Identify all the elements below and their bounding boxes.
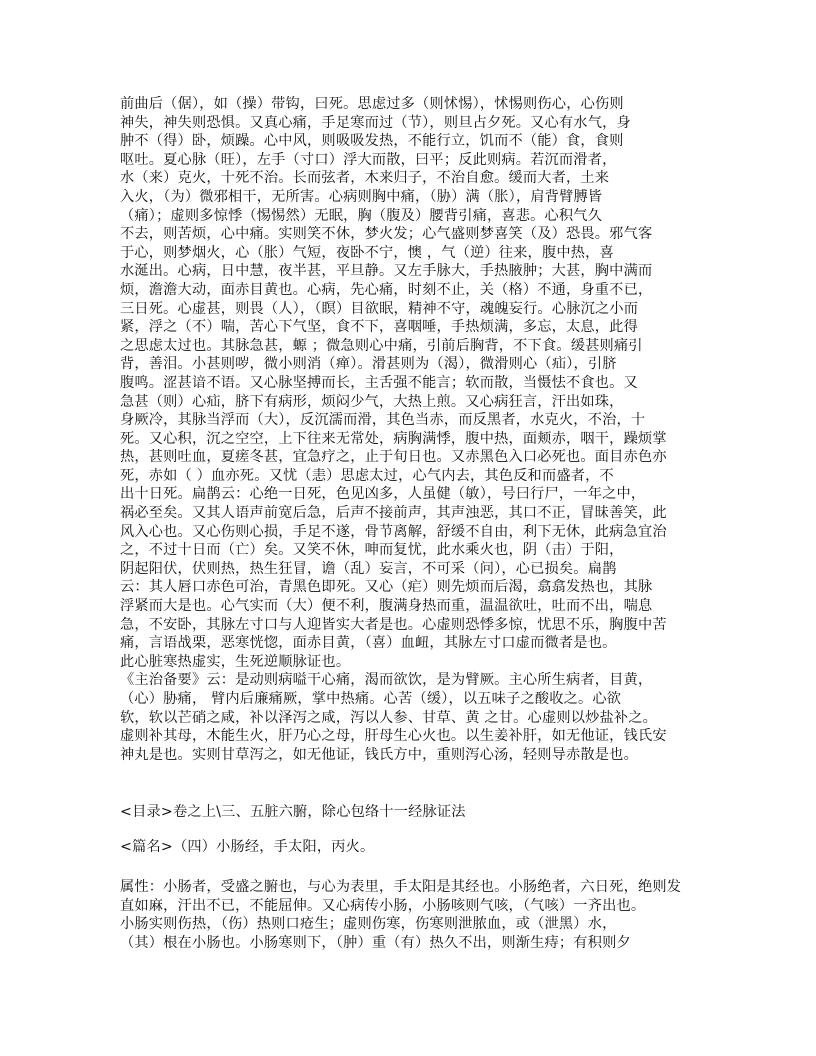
text-line: 死。又心积，沉之空空，上下往来无常处，病胸满悸，腹中热，面颊赤，咽干，躁烦掌: [120, 430, 667, 447]
text-line: 痛，言语战栗，恶寒恍惚，面赤目黄，（喜）血衄，其脉左寸口虚而微者是也。: [120, 635, 617, 652]
section-small-intestine-text: [120, 878, 720, 952]
toc-heading-text: <目录>卷之上\三、五脏六腑，除心包络十一经脉证法: [120, 804, 466, 820]
text-line: 身厥冷，其脉当浮而（大），反沉濡而滑，其色当赤，而反黑者，水克火，不治，十: [120, 412, 646, 429]
text-line: 浮紧而大是也。心气实而（大）便不利，腹满身热而重，温温欲吐，吐而不出，喘息: [120, 598, 653, 615]
text-line: 软，软以芒硝之咸，补以泽泻之咸，泻以人参、甘草、黄 之甘。心虚则以炒盐补之。: [120, 709, 658, 726]
text-line: 紧，浮之（不）喘，苦心下气坚，食不下，喜咽唾，手热烦满，多忘，太息，此得: [120, 319, 638, 336]
text-line: 肿不（得）卧，烦躁。心中风，则吸吸发热，不能行立，饥而不（能）食，食则: [120, 133, 624, 150]
text-line: 于心，则梦烟火，心（胀）气短，夜卧不宁，懊 ，气（逆）往来，腹中热，喜: [120, 244, 614, 261]
text-line: 阴起阳伏，伏则热，热生狂冒，谵（乱）妄言，不可采（问），心已损矣。扁鹊: [120, 560, 617, 577]
text-line: 腹鸣。涩甚谙不语。又心脉坚搏而长，主舌强不能言；软而散，当慑怯不食也。又: [120, 374, 638, 391]
text-line: 入火，（为）微邪相干，无所害。心病则胸中痛，（胁）满（胀），肩背臂膊皆: [120, 188, 603, 205]
text-line: 之，不过十日而（亡）矣。又笑不休，呻而复忧，此水乘火也，阴（击）于阳，: [120, 542, 624, 559]
text-line: 风入心也。又心伤则心损，手足不遂，骨节离解，舒缓不自由，利下无休，此病急宜治: [120, 523, 667, 540]
text-line: 烦，澹澹大动，面赤目黄也。心病，先心痛，时刻不止，关（格）不通，身重不已，: [120, 281, 653, 298]
text-line: 死，赤如（ ）血亦死。又忧（恚）思虑太过，心气内去，其色反和而盛者，不: [120, 467, 614, 484]
text-line: 水涎出。心病，日中慧，夜半甚，平旦静。又左手脉大，手热腋肿；大甚，胸中满而: [120, 263, 653, 280]
text-line: 不去，则苦烦，心中痛。实则笑不休，梦火发；心气盛则梦喜笑（及）恐畏。邪气客: [120, 226, 653, 243]
text-line: 此心脏寒热虚实，生死逆顺脉证也。: [120, 653, 351, 670]
text-line: 属性：小肠者，受盛之腑也，与心为表里，手太阳是其经也。小肠绝者，六日死，绝则发: [120, 879, 682, 895]
chapter-heading: [120, 838, 720, 857]
chapter-heading-text: <篇名>（四）小肠经，手太阳，丙火。: [120, 839, 375, 855]
text-line: （痛）；虚则多惊悸（惕惕然）无眠，胸（腹及）腰背引痛，喜悲。心积气久: [120, 207, 603, 224]
text-line: 《主治备要》云：是动则病嗌干心痛，渴而欲饮，是为臂厥。主心所生病者，目黄，: [120, 672, 653, 689]
text-line: 祸必至矣。又其人语声前宽后急，后声不接前声，其声浊恶，其口不正，冒昧善笑，此: [120, 505, 667, 522]
text-line: （其）根在小肠也。小肠寒则下，（肿）重（有）热久不出，则渐生痔；有积则夕: [120, 934, 631, 951]
text-line: 三日死。心虚甚，则畏（人），（瞑）目欲眠，精神不守，魂魄妄行。心脉沉之小而: [120, 300, 639, 317]
text-line: 之思虑太过也。其脉急甚，螈 ；微急则心中痛，引前后胸背，不下食。缓甚则痛引: [120, 337, 643, 354]
text-line: 云：其人唇口赤色可治，青黑色即死。又心（疟）则先烦而后渴，翕翕发热也，其脉: [120, 579, 653, 596]
text-line: 直如麻，汗出不已，不能屈伸。又心病传小肠，小肠咳则气咳，（气咳）一齐出也。: [120, 897, 646, 914]
text-line: 水（来）克火，十死不治。长而弦者，木来归子，不治自愈。缓而大者，土来: [120, 170, 610, 187]
text-line: 急，不安卧，其脉左寸口与人迎皆实大者是也。心虚则恐悸多惊，忧思不乐，胸腹中苦: [120, 616, 667, 633]
text-line: 小肠实则伤热，（伤）热则口疮生；虚则伤寒，伤寒则泄脓血，或（泄黑）水，: [120, 916, 617, 933]
text-line: 背，善泪。小甚则哕，微小则消（瘅）。滑甚则为（渴），微滑则心（疝），引脐: [120, 356, 617, 373]
text-line: 虚则补其母，木能生火，肝乃心之母，肝母生心火也。以生姜补肝，如无他证，钱氏安: [120, 728, 667, 745]
text-line: （心）胁痛， 臂内后廉痛厥，掌中热痛。心苦（缓），以五味子之酸收之。心欲: [120, 691, 622, 707]
section-heart-text: [120, 95, 720, 764]
text-line: 神失，神失则恐惧。又真心痛，手足寒而过（节），则旦占夕死。又心有水气，身: [120, 114, 631, 131]
text-line: 呕吐。夏心脉（旺），左手（寸口）浮大而散，曰平；反此则病。若沉而滑者，: [120, 151, 617, 168]
text-line: 前曲后（倨），如（操）带钩，曰死。思虑过多（则怵惕），怵惕则伤心，心伤则: [120, 96, 624, 112]
toc-heading: [120, 803, 720, 822]
text-line: 热，甚则吐血，夏瘥冬甚，宜急疗之，止于旬日也。又赤黑色入口必死也。面目赤色亦: [120, 449, 667, 466]
text-line: 出十日死。扁鹊云：心绝一日死，色见凶多，人虽健（敏），号曰行尸，一年之中，: [120, 486, 646, 503]
text-line: 急甚（则）心疝，脐下有病形，烦闷少气，大热上煎。又心病狂言，汗出如珠，: [120, 393, 624, 410]
text-line: 神丸是也。实则甘草泻之，如无他证，钱氏方中，重则泻心汤，轻则导赤散是也。: [120, 746, 638, 763]
